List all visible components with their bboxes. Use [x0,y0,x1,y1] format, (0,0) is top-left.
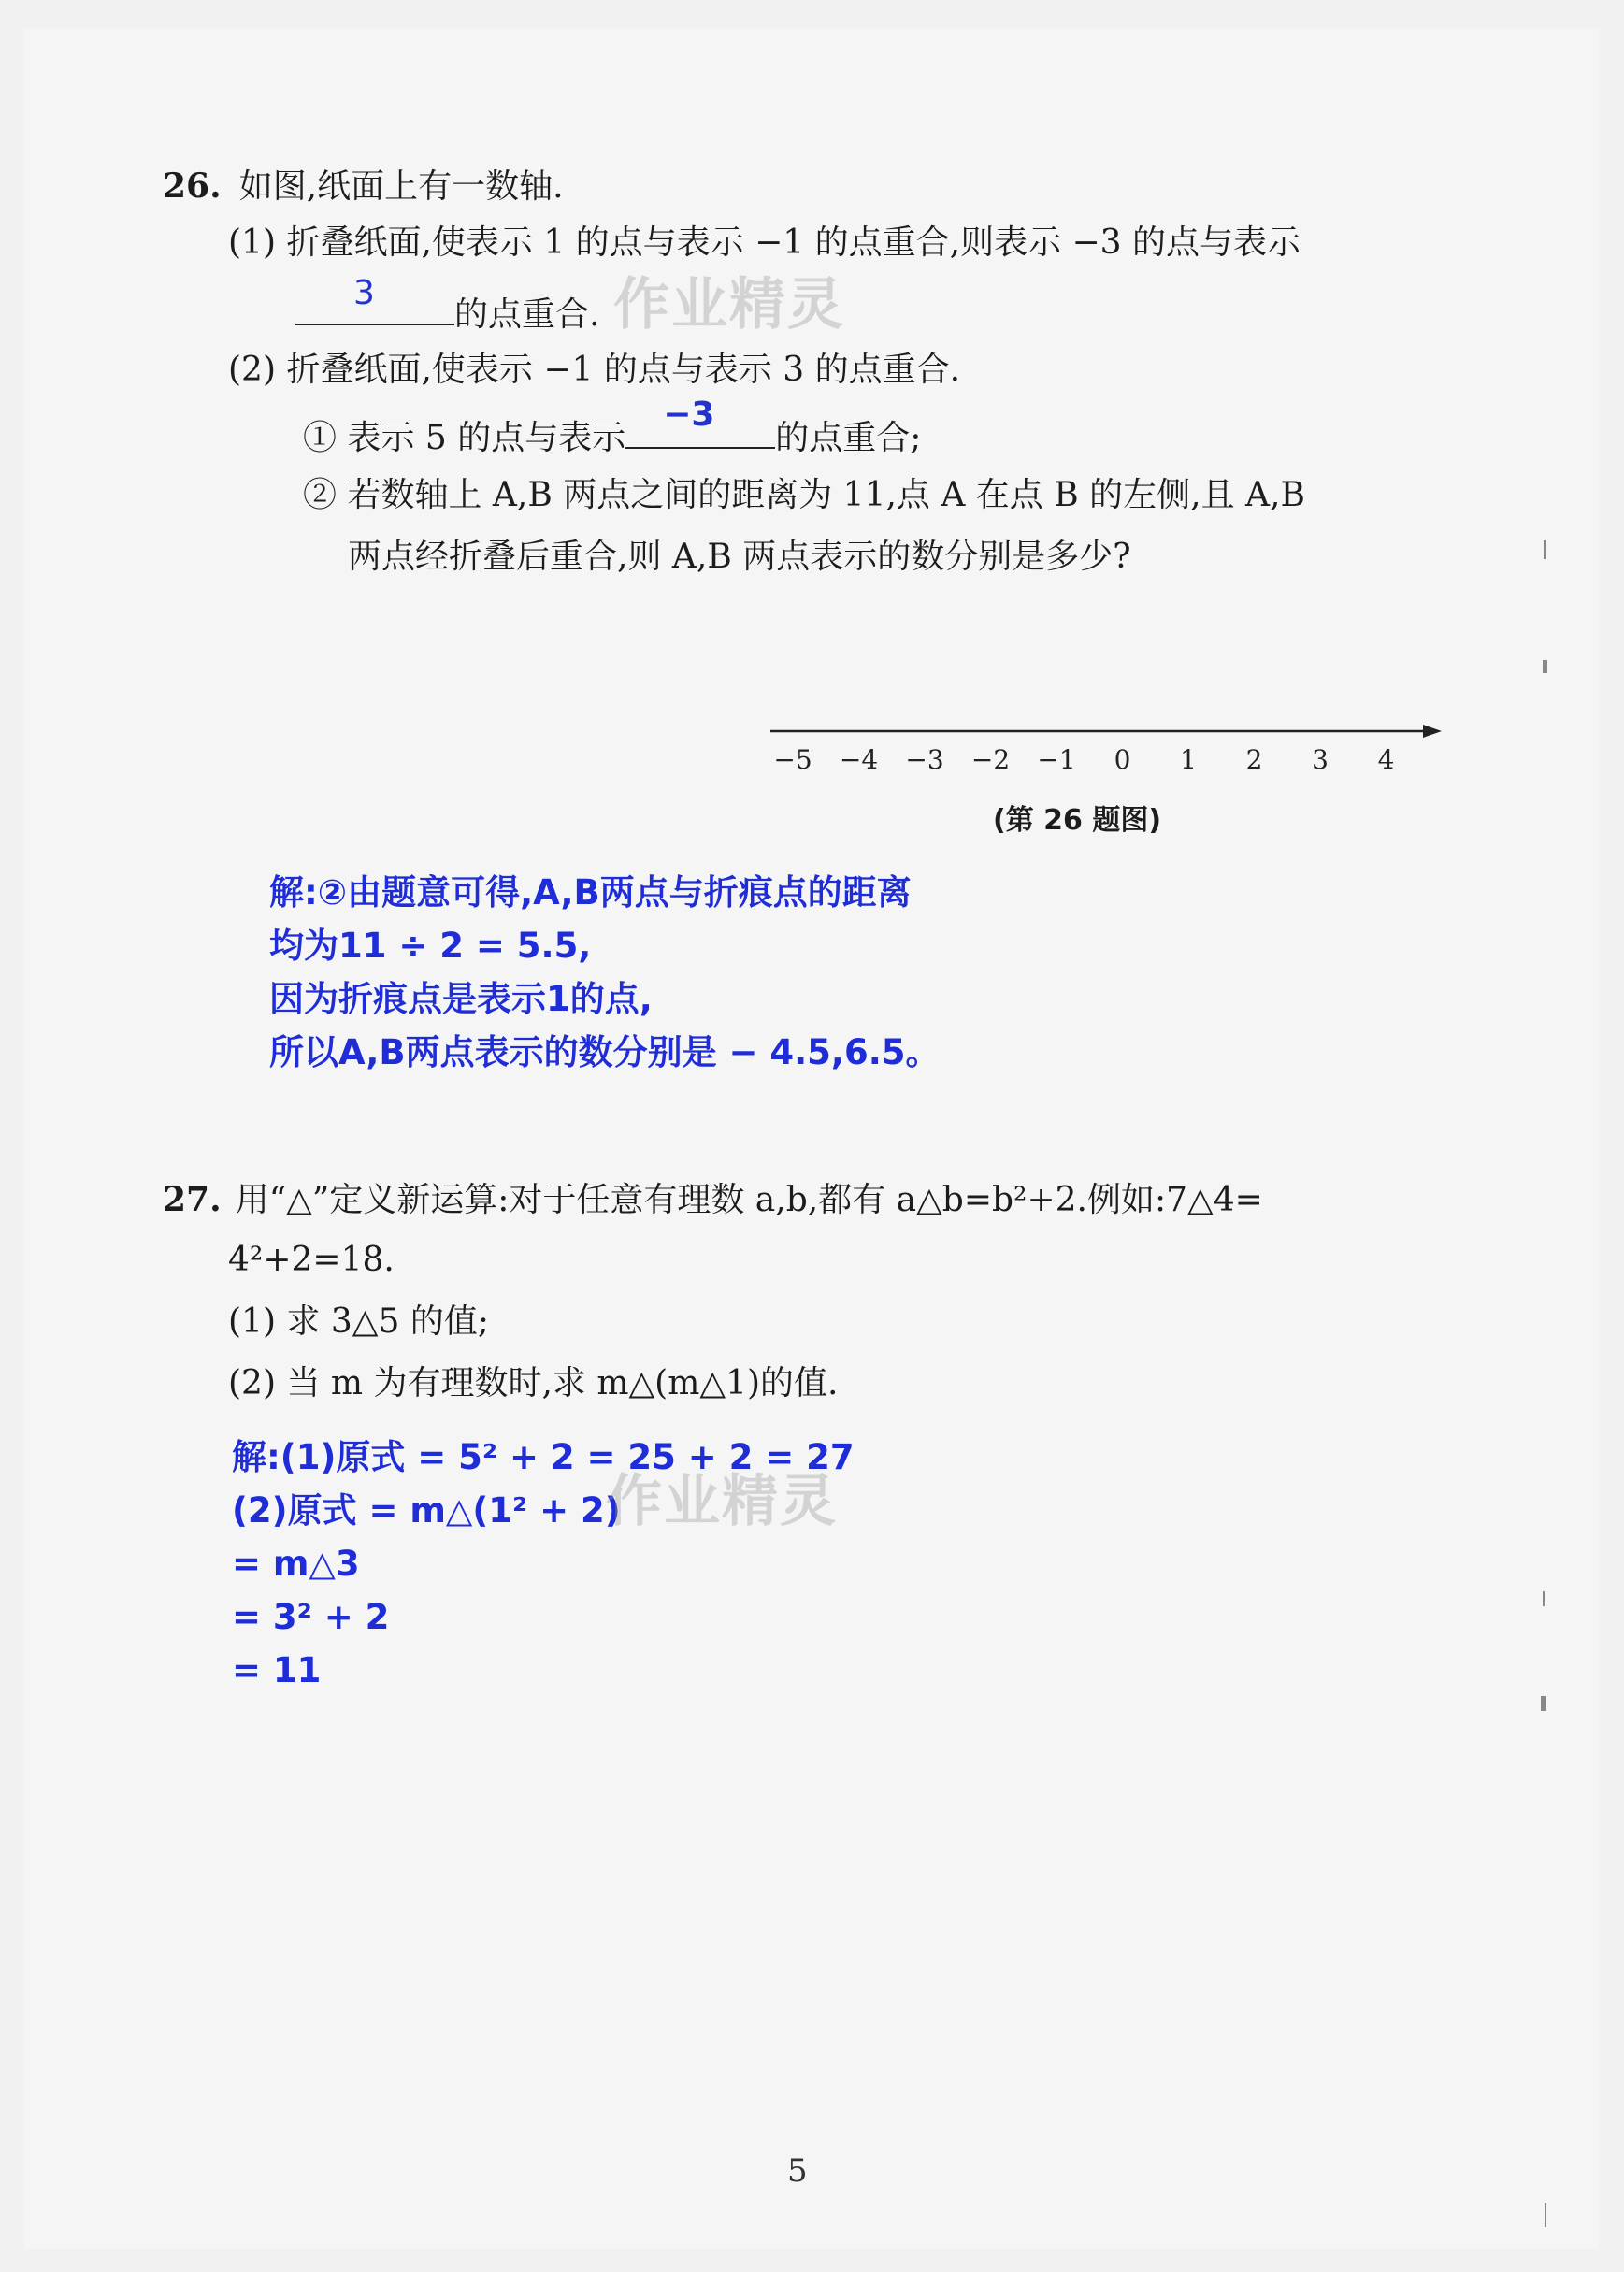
number-line-figure [754,711,1464,795]
axis-tick-label: −4 [839,744,879,775]
q26-stem: 如图,纸面上有一数轴. [238,167,564,206]
q27-solution-line-3: = m△3 [232,1544,360,1584]
q26-part2a-answer: −3 [663,395,715,434]
q26-part2a-prefix: ① 表示 5 的点与表示 [303,419,626,457]
q26-part2: (2) 折叠纸面,使表示 −1 的点与表示 3 的点重合. [228,351,961,389]
watermark: 作业精灵 [613,272,845,338]
number-line-arrow [1423,725,1442,738]
q26-solution [269,866,941,1079]
q27-solution-line-5: = 11 [232,1650,322,1690]
axis-tick-label: −5 [773,744,812,775]
q27-stem-line1: 用“△”定义新运算:对于任意有理数 a,b,都有 a△b=b²+2.例如:7△4= [235,1181,1263,1219]
axis-tick-label: 0 [1114,744,1131,775]
axis-tick-label: 2 [1245,744,1263,775]
q27-solution-line-1: 解:(1)原式 = 5² + 2 = 25 + 2 = 27 [232,1437,855,1477]
watermark: 作业精灵 [606,1469,838,1534]
q26-part2a-blank[interactable] [625,395,775,449]
q26-part1-tail: 的点重合. [454,295,600,334]
q26-solution-line-3: 因为折痕点是表示1的点, [269,979,653,1019]
axis-tick-label: 1 [1180,744,1197,775]
axis-tick-label: −1 [1037,744,1076,775]
q26-part2b-line2: 两点经折叠后重合,则 A,B 两点表示的数分别是多少? [348,538,1131,576]
axis-tick-label: 4 [1377,744,1395,775]
q26-part1-line2 [295,274,600,334]
scan-speck [1544,540,1546,559]
figure-caption: (第 26 题图) [993,804,1162,837]
q26-part1-line1: (1) 折叠纸面,使表示 1 的点与表示 −1 的点重合,则表示 −3 的点与表示 [228,223,1301,262]
scan-speck [1545,2203,1546,2227]
q26-header [163,166,564,206]
q27-solution-line-2: (2)原式 = m△(1² + 2) [232,1490,621,1531]
axis-tick-label: 3 [1312,744,1329,775]
q26-solution-line-1: 解:②由题意可得,A,B两点与折痕点的距离 [269,872,912,913]
q26-part2a [303,395,922,457]
axis-tick-label: −3 [905,744,944,775]
page-number: 5 [787,2152,808,2190]
scan-speck [1543,660,1547,673]
q27-header [163,1180,1263,1219]
worksheet-page [24,28,1599,2249]
q26-part2b-line1: ② 若数轴上 A,B 两点之间的距离为 11,点 A 在点 B 的左侧,且 A,B [303,476,1305,514]
q27-solution-line-4: = 3² + 2 [232,1597,390,1637]
scan-speck [1541,1696,1546,1711]
q27-stem-line2: 4²+2=18. [228,1241,395,1279]
q26-solution-line-2: 均为11 ÷ 2 = 5.5, [269,926,592,966]
q27-number: 27. [163,1180,222,1219]
q27-part2: (2) 当 m 为有理数时,求 m△(m△1)的值. [228,1364,839,1402]
q26-number: 26. [163,166,222,206]
q26-solution-line-4: 所以A,B两点表示的数分别是 − 4.5,6.5。 [269,1032,941,1072]
q26-part1-blank[interactable] [295,274,454,325]
q27-part1: (1) 求 3△5 的值; [228,1302,489,1341]
q26-part2a-tail: 的点重合; [775,419,922,457]
q26-part1-answer: 3 [353,274,375,312]
scan-speck [1543,1591,1545,1606]
axis-tick-label: −2 [970,744,1011,775]
